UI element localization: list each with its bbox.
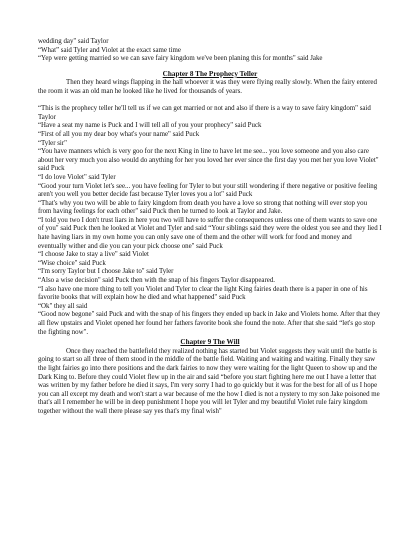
dialogue-line: “I also have one more thing to tell you Violet and Tyler to clear the light King fairies death there is a paper in one of his favorite books that will explain how he died and what happened" said Puck <box>38 285 368 302</box>
text-line: “What” said Tyler and Violet at the exact same time <box>38 46 181 54</box>
dialogue-line: “First of all you my dear boy what's your name" said Puck <box>38 130 200 138</box>
dialogue-line: “You have manners which is very goo for the next King in line to have let me see... you love someone and you also care about her very much you also would do anything for her you loved her ever since the first day you met her you love Violet" said Puck <box>38 148 379 173</box>
dialogue-line: “I do love Violet" said Tyler <box>38 173 116 181</box>
paragraph-gap <box>38 97 382 106</box>
text-line: wedding day" said Taylor <box>38 38 109 45</box>
dialogue-line: “Tyler sir" <box>38 139 67 147</box>
chapter-8-intro: Then they heard wings flapping in the hall whoever it was they were flying really slowly. When the fairy entered the room it was an old man he looked like he lived for thousands of years. <box>38 79 377 95</box>
dialogue-line: “Good now begone" said Puck and with the snap of his fingers they ended up back in Jake and Violets home. After that they all flew upstairs and Violet opened her found her fathers favorite book she found the note. After that she said “let's go stop the fighting now". <box>38 311 381 336</box>
dialogue-line: “That's why you two will be able to fairy kingdom from death you have a love so strong that nothing will ever stop you from having feelings for each other" said Puck then he turned to look at Taylor and Jake. <box>38 199 368 216</box>
chapter-9-body: Once they reached the battlefield they realized nothing has started but Violet suggests they wait until the battle is going to start so all three of them stood in the middle of the battle field. Waiting and waiting and waiting. Finally they saw the light fairies go into there positions and the dark fairies to now they were waiting for the light Queen to show up and the Dark King to. Before they could Violet flew up in the air and said “before you start fighting here me out I have a letter that was written by my father before he died it says, I'm very sorry I had to go quickly but it was for the best for all of us I hope you can all except my death and won't start a war because of me the how I died is not a nystery to my son Jake poisoned me that's all I remember he will be in deep punishment I hope you will let Tyler and my beautiful Violet rule fairy kingdom together without the wall there please say yes that's my final wish" <box>38 347 380 415</box>
chapter-9-heading: Chapter 9 The Will <box>180 338 240 347</box>
dialogue-line: “Have a seat my name is Puck and I will tell all of you your prophecy" said Puck <box>38 122 262 130</box>
dialogue-line: “Ok" they all said <box>38 302 88 310</box>
dialogue-line: “I'm sorry Taylor but I choose Jake to" said Tyler <box>38 268 174 276</box>
chapter-8-heading: Chapter 8 The Prophecy Teller <box>162 69 258 78</box>
text-line: “Yep were getting married so we can save fairy kingdom we've been planing this for months" said Jake <box>38 55 323 63</box>
dialogue-line: “Good your turn Violet let's see... you have feeling for Tyler to but your still wondering if there negative or positive feeling aren't you well you better decide fast because Tyler loves you a lot" said Puck <box>38 182 378 199</box>
dialogue-line: “I told you two I don't trust liars in here you two will have to suffer the consequences unless one of them wants to save one of you" said Puck then he looked at Violet and Tyler and said “Your siblings said they were the oldest you see and they lied I hate having liars in my own home you can only save one of them and the other will work for food and money and eventually wither and die you can your pick choose one" said Puck <box>38 216 382 250</box>
dialogue-line: “This is the prophecy teller he'll tell us if we can get married or not and also if there is a way to save fairy kingdom" said Taylor <box>38 105 371 121</box>
dialogue-line: “Wise choice" said Puck <box>38 259 106 267</box>
dialogue-line: “Also a wise decision" said Puck then with the snap of his fingers Taylor disappeared. <box>38 277 276 285</box>
dialogue-line: “I choose Jake to stay a live" said Violet <box>38 251 149 259</box>
